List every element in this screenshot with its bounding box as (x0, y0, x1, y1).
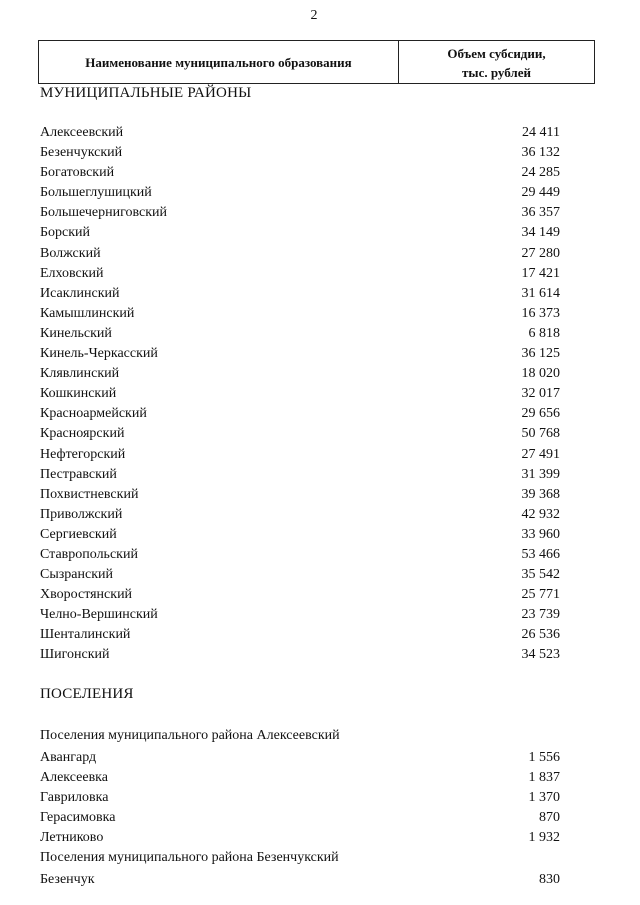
table-row (40, 384, 560, 404)
row-value: 24 285 (521, 165, 560, 181)
row-name: Клявлинский (40, 366, 120, 382)
row-value: 32 017 (521, 386, 560, 402)
table-row (40, 143, 560, 163)
row-name: Авангард (40, 750, 97, 765)
table-row (40, 424, 560, 444)
table-row (40, 304, 560, 324)
header-volume-column (399, 44, 594, 82)
row-value: 34 523 (521, 647, 560, 663)
row-value: 830 (539, 872, 560, 887)
districts-list (40, 123, 560, 666)
row-value: 36 125 (521, 346, 560, 362)
settlement-group-title: Поселения муниципального района Безенчукский (40, 850, 339, 865)
table-row (40, 870, 560, 890)
row-value: 50 768 (521, 426, 560, 442)
row-name: Волжский (40, 245, 101, 261)
settlements-list (40, 748, 560, 848)
row-name: Шигонский (40, 647, 110, 663)
row-name: Богатовский (40, 165, 115, 181)
row-value: 23 739 (521, 607, 560, 623)
table-row (40, 545, 560, 565)
row-value: 33 960 (521, 526, 560, 542)
row-value: 870 (539, 810, 560, 826)
table-row (40, 344, 560, 364)
row-name: Красноармейский (40, 406, 147, 422)
row-value: 18 020 (521, 366, 560, 382)
row-value: 27 491 (521, 446, 560, 462)
table-row (40, 324, 560, 344)
row-name: Ставропольский (40, 546, 138, 562)
row-value: 6 818 (528, 325, 560, 341)
row-value: 1 932 (528, 830, 560, 846)
table-row (40, 485, 560, 505)
row-name: Исаклинский (40, 285, 120, 301)
table-row (40, 264, 560, 284)
row-name: Герасимовка (40, 810, 116, 826)
row-value: 17 421 (521, 265, 560, 281)
row-name: Елховский (40, 265, 104, 281)
row-value: 1 370 (528, 790, 560, 806)
page-number: 2 (310, 8, 318, 23)
row-name: Камышлинский (40, 305, 135, 321)
table-row (40, 625, 560, 645)
row-name: Алексеевка (40, 770, 108, 786)
table-row (40, 565, 560, 585)
table-row (40, 768, 560, 788)
row-name: Кошкинский (40, 386, 117, 402)
row-value: 31 614 (521, 285, 560, 301)
districts-section-title: МУНИЦИПАЛЬНЫЕ РАЙОНЫ (40, 85, 252, 101)
row-value: 34 149 (521, 225, 560, 241)
table-row (40, 223, 560, 243)
row-value: 36 132 (521, 145, 560, 161)
table-row (40, 645, 560, 665)
table-row (40, 828, 560, 848)
row-name: Шенталинский (40, 627, 131, 643)
table-row (40, 605, 560, 625)
row-name: Большеглушицкий (40, 185, 152, 201)
row-name: Большечерниговский (40, 205, 168, 221)
row-value: 26 536 (521, 627, 560, 643)
row-value: 27 280 (521, 245, 560, 261)
row-name: Нефтегорский (40, 446, 126, 462)
row-value: 29 449 (521, 185, 560, 201)
row-value: 25 771 (521, 587, 560, 603)
settlements-section-title: ПОСЕЛЕНИЯ (40, 686, 134, 702)
table-row (40, 505, 560, 525)
row-value: 1 556 (528, 750, 560, 765)
row-value: 35 542 (521, 567, 560, 583)
row-value: 39 368 (521, 486, 560, 502)
row-value: 24 411 (522, 125, 560, 140)
table-row (40, 525, 560, 545)
table-row (40, 585, 560, 605)
row-name: Челно-Вершинский (40, 607, 158, 623)
row-name: Борский (40, 225, 91, 241)
row-name: Алексеевский (40, 125, 124, 140)
row-value: 42 932 (521, 506, 560, 522)
table-row (40, 465, 560, 485)
table-row (40, 203, 560, 223)
header-name-column: Наименование муниципального образования (85, 55, 352, 70)
table-header (38, 40, 595, 84)
table-row (40, 748, 560, 768)
table-row (40, 244, 560, 264)
row-name: Приволжский (40, 506, 123, 522)
settlements-list (40, 870, 560, 890)
row-name: Сергиевский (40, 526, 117, 542)
table-row (40, 123, 560, 143)
table-row (40, 364, 560, 384)
row-name: Красноярский (40, 426, 125, 442)
row-value: 29 656 (521, 406, 560, 422)
row-name: Похвистневский (40, 486, 139, 502)
table-row (40, 445, 560, 465)
settlement-group-title: Поселения муниципального района Алексеевский (40, 728, 340, 743)
row-name: Хворостянский (40, 587, 133, 603)
header-volume-line1: Объем субсидии, (447, 46, 546, 61)
header-volume-line2: тыс. рублей (462, 65, 531, 80)
row-name: Кинель-Черкасский (40, 346, 158, 362)
row-value: 53 466 (521, 546, 560, 562)
row-name: Безенчук (40, 872, 95, 887)
table-row (40, 284, 560, 304)
table-row (40, 404, 560, 424)
row-value: 1 837 (528, 770, 560, 786)
table-row (40, 183, 560, 203)
row-value: 16 373 (521, 305, 560, 321)
row-name: Безенчукский (40, 145, 123, 161)
table-row (40, 788, 560, 808)
row-name: Пестравский (40, 466, 117, 482)
table-row (40, 163, 560, 183)
row-name: Кинельский (40, 325, 112, 341)
row-name: Летниково (40, 830, 104, 846)
row-name: Гавриловка (40, 790, 109, 806)
row-name: Сызранский (40, 567, 113, 583)
row-value: 36 357 (521, 205, 560, 221)
table-row (40, 808, 560, 828)
row-value: 31 399 (521, 466, 560, 482)
